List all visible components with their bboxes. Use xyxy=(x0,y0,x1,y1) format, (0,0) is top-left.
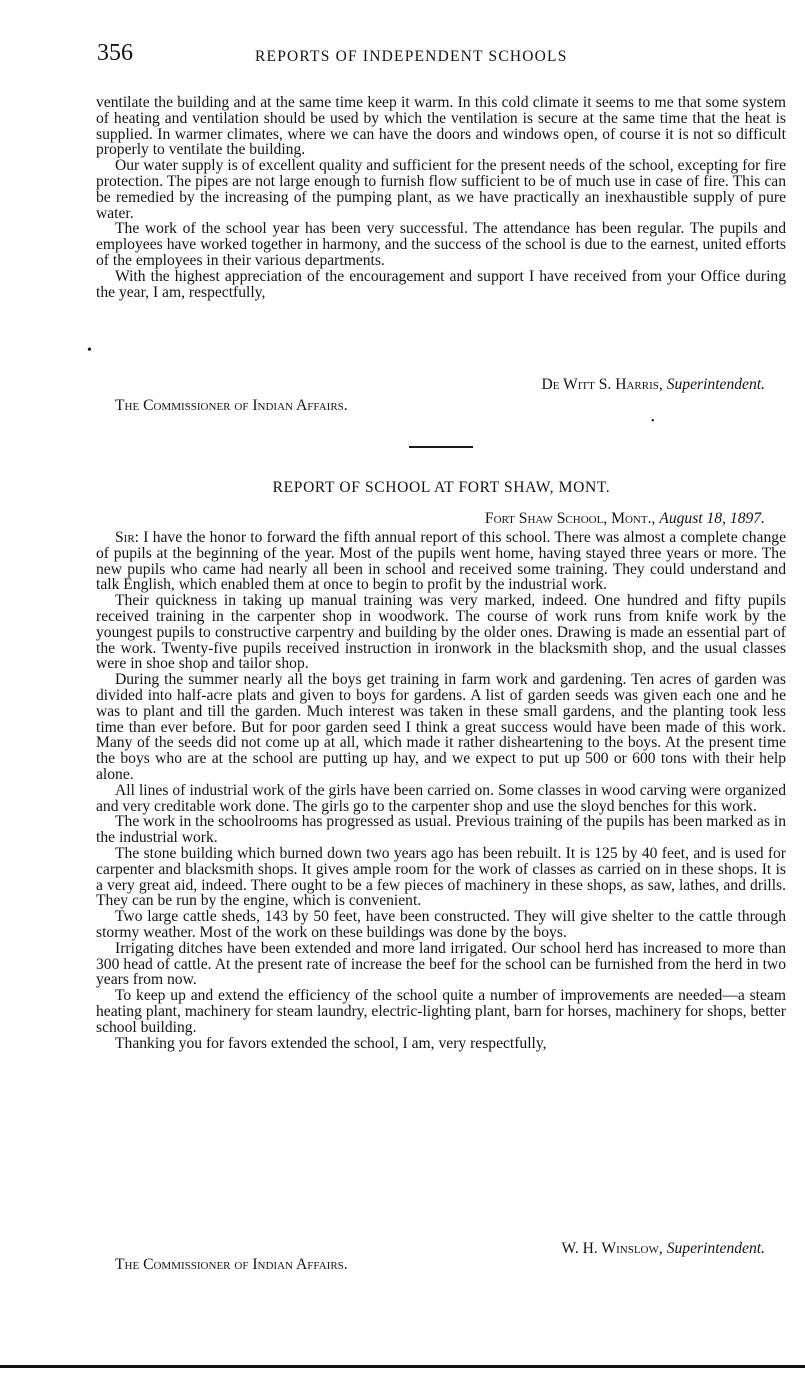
fort-shaw-report-body xyxy=(96,530,786,1051)
paragraph: With the highest appreciation of the encouragement and support I have received from your Office during the year, I am, respectfully, xyxy=(96,267,786,301)
page-bottom-edge xyxy=(0,1365,805,1368)
paragraph: During the summer nearly all the boys get training in farm work and gardening. Ten acres of garden was divided into half-acre plats and given to boys for gardens. A list of garden seeds was given each one and he was to plant and till the garden. Much interest was taken in these small gardens, and the planting took less time than ever before. But for poor garden seed I think a great success would have been made of this work. Many of the seeds did not come up at all, which made it rather disheartening to the boys. At the present time the boys who are at the school are putting up hay, and we expect to put up 500 or 600 tons with their help alone. xyxy=(96,671,786,783)
paragraph-text: I have the honor to forward the fifth annual report of this school. There was almost a complete change of pupils at the beginning of the year. Most of the pupils went home, having stayed three years or more. The new pupils who came had nearly all been in school and received some training. They could understand and talk English, which enabled them at once to begin to profit by the industrial work. xyxy=(96,529,786,594)
stray-mark: • xyxy=(87,343,92,358)
paragraph: The work in the schoolrooms has progressed as usual. Previous training of the pupils has been marked as in the industrial work. xyxy=(96,813,786,847)
paragraph: ventilate the building and at the same time keep it warm. In this cold climate it seems to me that some system of heating and ventilation should be used by which the ventilation is secure at the same time that the heat is supplied. In warmer climates, where we can have the doors and windows open, of course it is not so difficult properly to ventilate the building. xyxy=(96,94,786,159)
paragraph: The stone building which burned down two years ago has been rebuilt. It is 125 by 40 feet, and is used for carpenter and blacksmith shops. It gives ample room for the work of classes as carried on in these shops. It is a very great aid, indeed. There ought to be a few pieces of machinery in these shops, as saw, lathes, and drills. They can be run by the engine, which is convenient. xyxy=(96,844,786,910)
signature-name: W. H. Winslow, xyxy=(561,1240,663,1257)
signature-harris xyxy=(541,376,765,394)
addressee: The Commissioner of Indian Affairs. xyxy=(115,397,348,414)
salutation: Sir: xyxy=(115,529,140,546)
previous-report-body xyxy=(96,95,786,300)
stray-mark: • xyxy=(651,416,655,427)
paragraph: Their quickness in taking up manual training was very marked, indeed. One hundred and fifty pupils received training in the carpenter shop in woodwork. The course of work runs from knife work by the youngest pupils to constructive carpentry and building by the older ones. Drawing is made an essential part of the work. Twenty-five pupils received instruction in ironwork in the blacksmith shop, and the usual classes were in shoe shop and tailor shop. xyxy=(96,592,786,673)
signature-title: Superintendent. xyxy=(666,376,765,393)
dateline xyxy=(485,510,765,528)
page-number: 356 xyxy=(97,40,133,66)
paragraph: Two large cattle sheds, 143 by 50 feet, have been constructed. They will give shelter to the cattle through stormy weather. Most of the work on these buildings was done by the boys. xyxy=(96,908,786,941)
paragraph: All lines of industrial work of the girls have been carried on. Some classes in wood carving were organized and very creditable work done. The girls go to the carpenter shop and use the sloyd benches for this work. xyxy=(96,781,786,815)
dateline-place: Fort Shaw School, Mont., xyxy=(484,510,656,527)
paragraph xyxy=(96,530,786,593)
addressee: The Commissioner of Indian Affairs. xyxy=(115,1256,348,1273)
report-heading: REPORT OF SCHOOL AT FORT SHAW, MONT. xyxy=(272,479,611,496)
paragraph: Thanking you for favors extended the school, I am, very respectfully, xyxy=(115,1034,547,1052)
signature-winslow xyxy=(562,1240,765,1258)
dateline-date: August 18, 1897. xyxy=(659,510,765,527)
section-divider xyxy=(409,446,473,448)
paragraph: Our water supply is of excellent quality and sufficient for the present needs of the school, excepting for fire protection. The pipes are not large enough to furnish flow sufficient to be of much use in case of fire. This can be remedied by the increasing of the pumping plant, as we have practically an inexhaustible supply of pure water. xyxy=(96,157,786,222)
paragraph: The work of the school year has been very successful. The attendance has been regular. The pupils and employees have worked together in harmony, and the success of the school is due to the earnest, united efforts of the employees in their various departments. xyxy=(96,220,786,269)
running-head: REPORTS OF INDEPENDENT SCHOOLS xyxy=(255,48,568,65)
signature-name: De Witt S. Harris, xyxy=(541,376,663,393)
signature-title: Superintendent. xyxy=(666,1240,765,1257)
paragraph: Irrigating ditches have been extended and more land irrigated. Our school herd has increased to more than 300 head of cattle. At the present rate of increase the beef for the school can be furnished from the herd in two years from now. xyxy=(96,939,786,989)
paragraph: To keep up and extend the efficiency of the school quite a number of improvements are needed—a steam heating plant, machinery for steam laundry, electric-lighting plant, barn for horses, machinery for shops, better school building. xyxy=(96,987,786,1036)
